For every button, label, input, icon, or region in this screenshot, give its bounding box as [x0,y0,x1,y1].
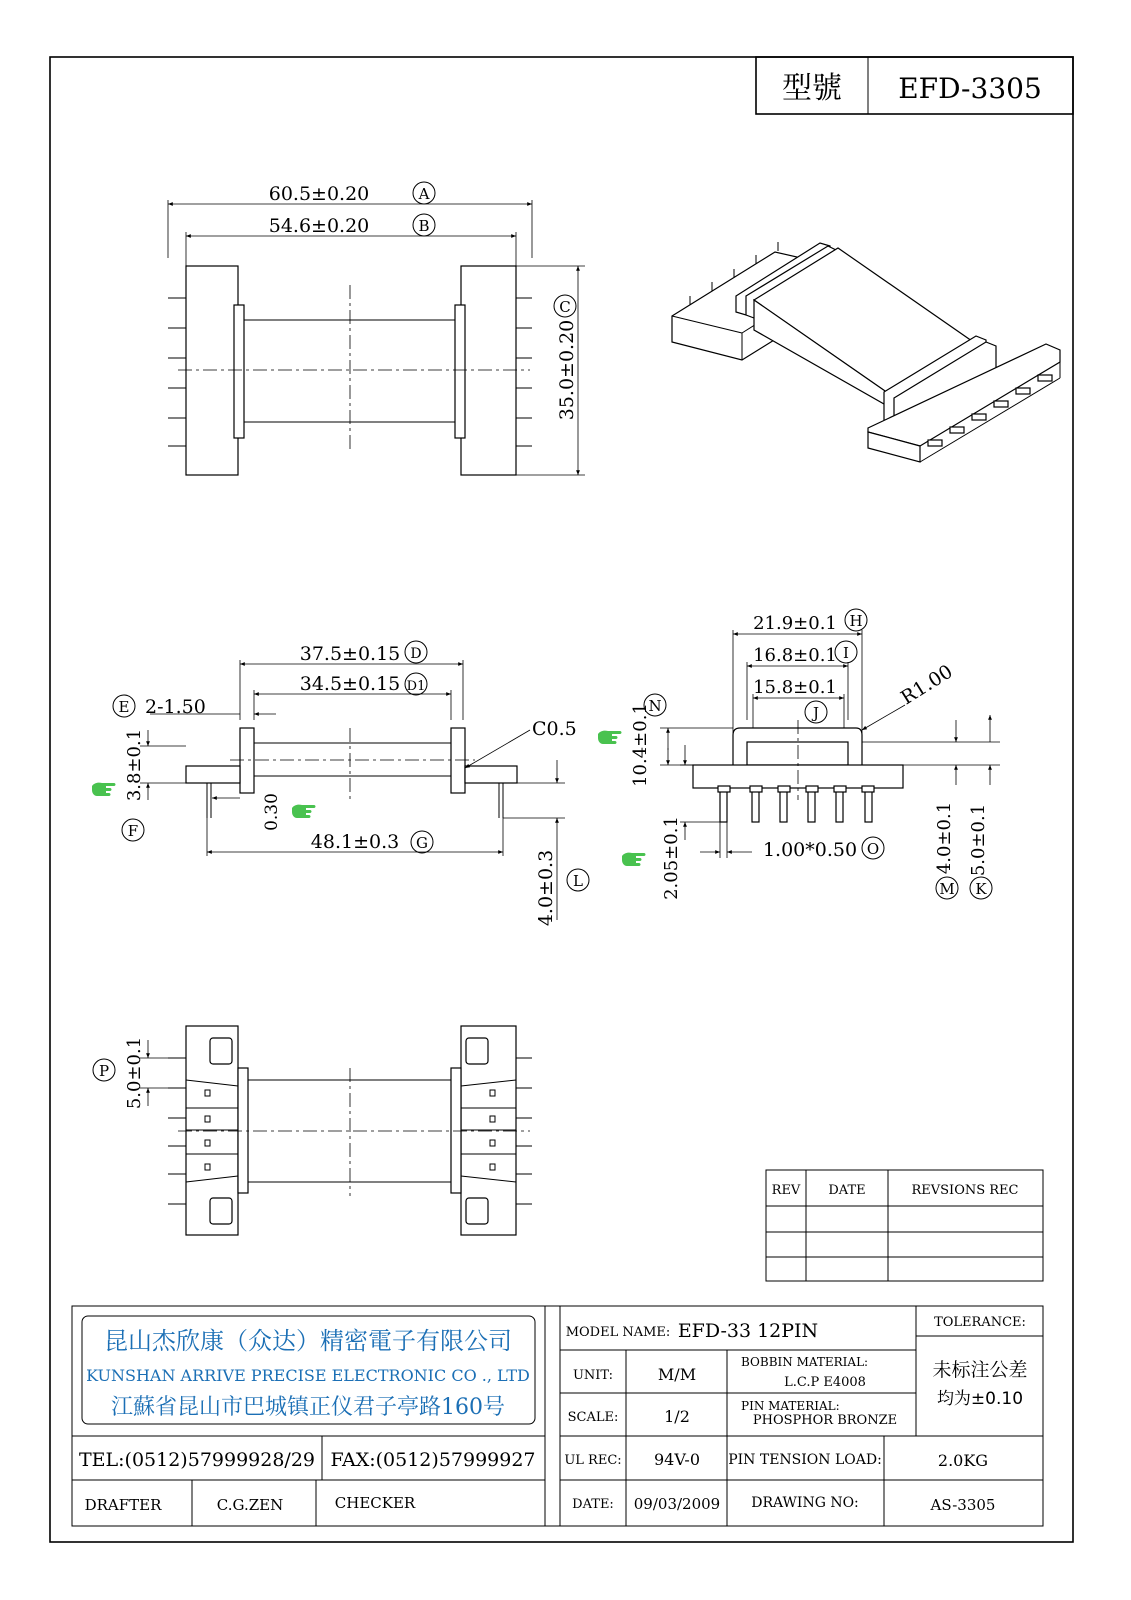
dim-B-text: 54.6±0.20 [268,215,370,237]
scale-label: SCALE: [567,1410,619,1425]
label-F: F [127,822,139,840]
label-M: M [939,880,955,898]
pointing-hand-icon [622,853,646,866]
isometric-view [672,242,1060,462]
drawing-no-value: AS-3305 [930,1496,996,1514]
pin-tension-label: PIN TENSION LOAD: [728,1452,882,1468]
rev-header: REV [771,1183,801,1198]
end-view [598,609,1000,900]
dim-M-text: 4.0±0.1 [934,801,955,875]
revision-table [766,1170,1043,1281]
dim-P-text: 5.0±0.1 [124,1036,145,1110]
label-O: O [866,840,880,858]
pin-material-label: PIN MATERIAL: [741,1399,840,1413]
tolerance-line1: 未标注公差 [932,1359,1028,1381]
tolerance-label: TOLERANCE: [934,1315,1026,1330]
label-B: B [418,217,430,235]
bobbin-value: L.C.P E4008 [784,1375,866,1390]
company-fax: FAX:(0512)57999927 [330,1449,536,1471]
unit-value: M/M [657,1365,697,1384]
label-C: C [559,298,571,316]
drafter-label: DRAFTER [84,1496,162,1514]
pin-tension-value: 2.0KG [937,1451,989,1470]
label-G: G [416,834,428,852]
dim-C05-text: C0.5 [532,718,577,740]
title-block [72,1306,1043,1526]
pointing-hand-icon [92,783,116,796]
label-E: E [118,698,130,716]
tolerance-line2: 均为±0.10 [936,1389,1024,1409]
company-tel: TEL:(0512)57999928/29 [78,1449,316,1471]
top-view [168,182,585,475]
side-view [92,641,589,926]
label-N: N [648,697,662,715]
pin-material-value: PHOSPHOR BRONZE [752,1413,898,1428]
dim-E-text: 2-1.50 [145,696,206,718]
checker-label: CHECKER [334,1494,416,1512]
label-I: I [843,644,849,662]
dim-D1-text: 34.5±0.15 [299,673,401,695]
ul-label: UL REC: [564,1453,622,1468]
company-name-cn: 昆山杰欣康（众达）精密電子有限公司 [104,1327,512,1355]
model-value: EFD-3305 [898,72,1042,105]
label-J: J [812,704,820,722]
dim-N-text: 10.4±0.1 [630,703,651,787]
label-P: P [98,1062,110,1080]
label-L: L [573,872,583,890]
dim-pin-thickness-text: 0.30 [262,793,282,831]
dim-H-text: 21.9±0.1 [753,613,837,634]
dim-J-text: 15.8±0.1 [753,677,837,698]
dim-I-text: 16.8±0.1 [753,645,837,666]
bottom-view [93,1026,532,1235]
date-label: DATE: [572,1497,614,1512]
dim-K-text: 5.0±0.1 [968,803,989,877]
dim-L-text: 4.0±0.3 [535,849,557,927]
unit-label: UNIT: [572,1368,614,1383]
company-name-en: KUNSHAN ARRIVE PRECISE ELECTRONIC CO ., LTD [86,1366,530,1385]
scale-value: 1/2 [664,1407,690,1426]
dim-R-text: R1.00 [896,660,957,710]
model-header [756,57,1073,114]
model-name-label: MODEL NAME: [565,1325,671,1340]
dim-C-text: 35.0±0.20 [556,319,578,421]
pointing-hand-icon [598,731,622,744]
drawing-no-label: DRAWING NO: [751,1495,859,1511]
label-D1: D1 [406,679,426,694]
model-label: 型號 [782,71,842,106]
date-value: 09/03/2009 [633,1495,721,1513]
label-K: K [975,880,987,898]
label-D: D [410,646,422,662]
dim-pin-width-text: 2.05±0.1 [661,816,682,900]
company-address: 江蘇省昆山市巴城镇正仪君子亭路160号 [111,1395,505,1420]
dim-A-text: 60.5±0.20 [268,183,370,205]
date-header: DATE [828,1183,866,1198]
pointing-hand-icon [292,805,316,818]
label-H: H [849,612,863,630]
dim-G-text: 48.1±0.3 [310,831,400,853]
label-A: A [418,185,430,203]
dim-F-text: 3.8±0.1 [124,728,145,802]
revisions-header: REVSIONS REC [911,1183,1019,1198]
dim-D-text: 37.5±0.15 [299,643,401,665]
dim-O-text: 1.00*0.50 [762,839,858,861]
drafter-name: C.G.ZEN [216,1496,284,1514]
bobbin-label: BOBBIN MATERIAL: [741,1355,869,1369]
ul-value: 94V-0 [653,1450,701,1469]
model-name-value: EFD-33 12PIN [677,1320,819,1342]
